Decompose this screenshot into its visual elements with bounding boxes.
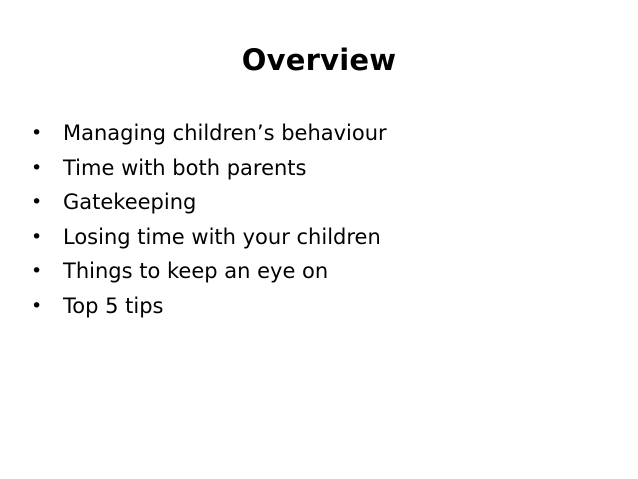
bullet-item <box>31 220 387 255</box>
bullet-item <box>31 289 387 324</box>
bullet-text: Top 5 tips <box>63 293 164 318</box>
bullet-text: Time with both parents <box>63 155 307 180</box>
bullet-text: Managing children’s behaviour <box>63 121 387 145</box>
bullet-item <box>31 116 387 151</box>
bullet-icon: • <box>31 260 43 283</box>
bullet-text: Gatekeeping <box>63 190 197 215</box>
bullet-icon: • <box>31 225 43 248</box>
bullet-icon: • <box>31 122 43 144</box>
bullet-item <box>31 151 387 186</box>
bullet-list <box>31 116 387 324</box>
slide-title: Overview <box>241 43 397 77</box>
bullet-item <box>31 254 387 289</box>
bullet-text: Losing time with your children <box>63 224 381 249</box>
bullet-item <box>31 185 387 220</box>
bullet-icon: • <box>31 294 43 317</box>
bullet-text: Things to keep an eye on <box>63 259 329 284</box>
bullet-icon: • <box>31 191 43 214</box>
bullet-icon: • <box>31 156 43 179</box>
